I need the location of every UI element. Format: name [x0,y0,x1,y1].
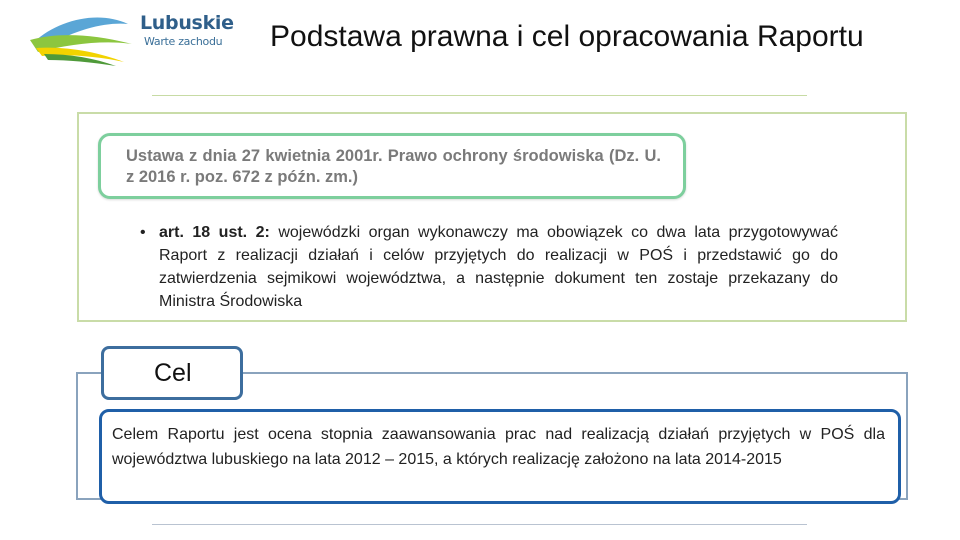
page-title: Podstawa prawna i cel opracowania Raportu [270,20,864,53]
goal-box [99,409,901,504]
logo-emblem-icon [28,10,140,66]
logo-tagline: Warte zachodu [144,35,223,48]
law-citation: Ustawa z dnia 27 kwietnia 2001r. Prawo ochrony środowiska (Dz. U. z 2016 r. poz. 672 z późn. zm.) [126,147,661,186]
goal-label-tab [101,346,243,400]
article-body [140,221,838,313]
article-list-item [140,221,838,313]
article-reference: art. 18 ust. 2: [159,224,270,241]
top-divider [152,95,807,96]
bullet: • [140,224,146,241]
goal-label: Cel [154,359,192,387]
bottom-divider [152,524,807,525]
law-citation-box [98,133,686,199]
article-text: wojewódzki organ wykonawczy ma obowiązek co dwa lata przygotowywać Raport z realizacji działań i celów przyjętych do realizacji w POŚ i przedstawić go do zatwierdzenia sejmikowi województwa, a następnie dokument ten zostaje przekazany do Ministra Środowiska [159,224,839,310]
logo [28,10,238,66]
goal-text: Celem Raportu jest ocena stopnia zaawansowania prac nad realizacją działań przyjętych w POŚ dla województwa lubuskiego na lata 2012 – 2015, a których realizację założono na lata 2014-2015 [112,426,885,468]
logo-brand: Lubuskie [140,12,234,34]
